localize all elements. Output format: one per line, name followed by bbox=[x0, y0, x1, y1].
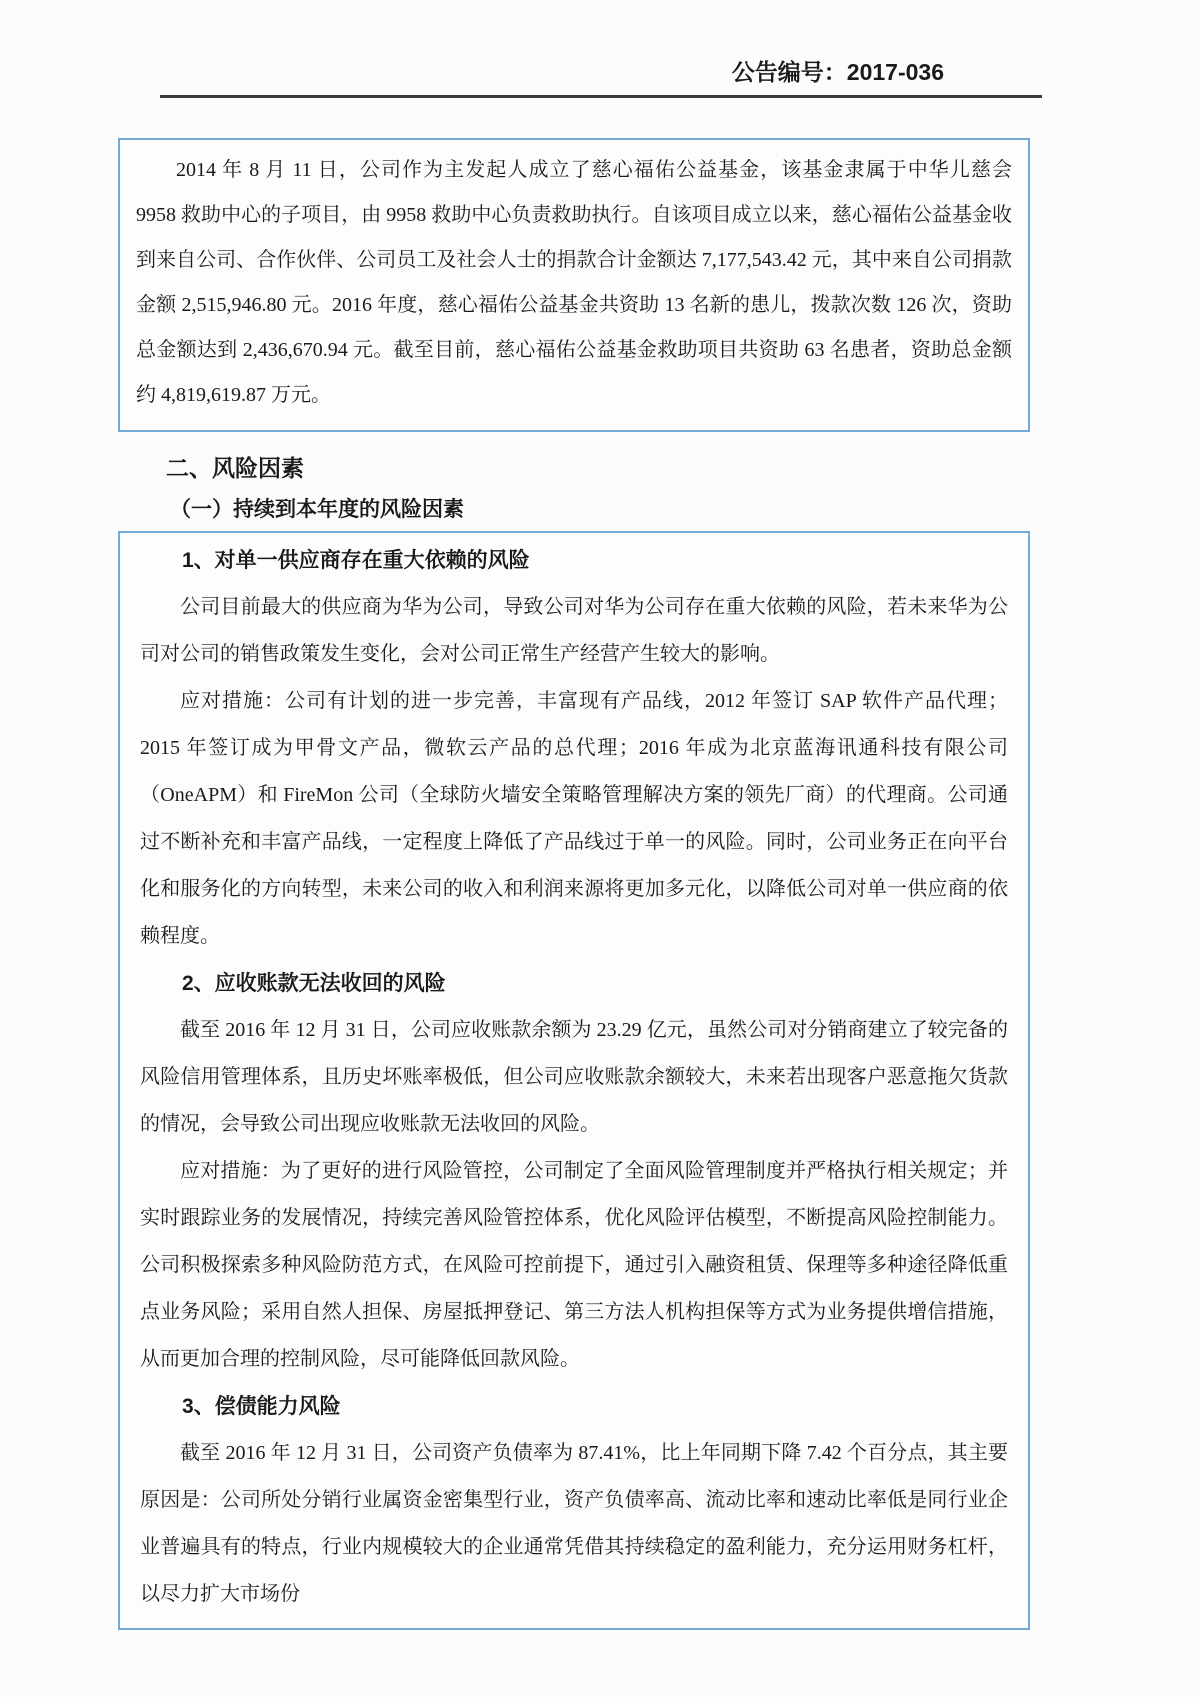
risk-1-paragraph-2: 应对措施：公司有计划的进一步完善，丰富现有产品线，2012 年签订 SAP 软件产品代理；2015 年签订成为甲骨文产品，微软云产品的总代理；2016 年成为北京蓝海讯通科技有限公司（OneAPM）和 FireMon 公司（全球防火墙安全策略管理解决方案的领先厂商）的代理商。公司通过不断补充和丰富产品线，一定程度上降低了产品线过于单一的风险。同时，公司业务正在向平台化和服务化的方向转型，未来公司的收入和利润来源将更加多元化，以降低公司对单一供应商的依赖程度。 bbox=[140, 689, 1008, 947]
page-header bbox=[160, 58, 1042, 98]
risk-2-paragraph-2: 应对措施：为了更好的进行风险管控，公司制定了全面风险管理制度并严格执行相关规定；并实时跟踪业务的发展情况，持续完善风险管控体系，优化风险评估模型，不断提高风险控制能力。公司积极探索多种风险防范方式，在风险可控前提下，通过引入融资租赁、保理等多种途径降低重点业务风险；采用自然人担保、房屋抵押登记、第三方法人机构担保等方式为业务提供增信措施，从而更加合理的控制风险，尽可能降低回款风险。 bbox=[140, 1159, 1008, 1370]
charity-fund-paragraph: 2014 年 8 月 11 日，公司作为主发起人成立了慈心福佑公益基金，该基金隶属于中华儿慈会 9958 救助中心的子项目，由 9958 救助中心负责救助执行。自该项目成立以来，慈心福佑公益基金收到来自公司、合作伙伴、公司员工及社会人士的捐款合计金额达 7,177,543.42 元，其中来自公司捐款金额 2,515,946.80 元。2016 年度，慈心福佑公益基金共资助 13 名新的患儿，拨款次数 126 次，资助总金额达到 2,436,670.94 元。截至目前，慈心福佑公益基金救助项目共资助 63 名患者，资助总金额约 4,819,619.87 万元。 bbox=[136, 158, 1012, 406]
charity-fund-box bbox=[118, 138, 1030, 432]
announcement-number: 公告编号：2017-036 bbox=[731, 59, 944, 85]
risk-2-heading: 2、应收账款无法收回的风险 bbox=[182, 971, 446, 995]
section-title-risk-factors: 二、风险因素 bbox=[166, 454, 304, 481]
risk-3-paragraph-1: 截至 2016 年 12 月 31 日，公司资产负债率为 87.41%，比上年同期下降 7.42 个百分点，其主要原因是：公司所处分销行业属资金密集型行业，资产负债率高、流动比率和速动比率低是同行业企业普遍具有的特点，行业内规模较大的企业通常凭借其持续稳定的盈利能力，充分运用财务杠杆，以尽力扩大市场份 bbox=[140, 1441, 1008, 1605]
risk-1-paragraph-1: 公司目前最大的供应商为华为公司，导致公司对华为公司存在重大依赖的风险，若未来华为公司对公司的销售政策发生变化，会对公司正常生产经营产生较大的影响。 bbox=[140, 595, 1008, 665]
risk-1-heading: 1、对单一供应商存在重大依赖的风险 bbox=[182, 548, 530, 572]
subsection-title-continuing-risks: （一）持续到本年度的风险因素 bbox=[170, 497, 464, 521]
risk-3-heading: 3、偿债能力风险 bbox=[182, 1394, 341, 1418]
risk-2-paragraph-1: 截至 2016 年 12 月 31 日，公司应收账款余额为 23.29 亿元，虽然公司对分销商建立了较完备的风险信用管理体系，且历史坏账率极低，但公司应收账款余额较大，未来若出现客户恶意拖欠货款的情况，会导致公司出现应收账款无法收回的风险。 bbox=[140, 1018, 1008, 1135]
risk-factors-box bbox=[118, 531, 1030, 1630]
